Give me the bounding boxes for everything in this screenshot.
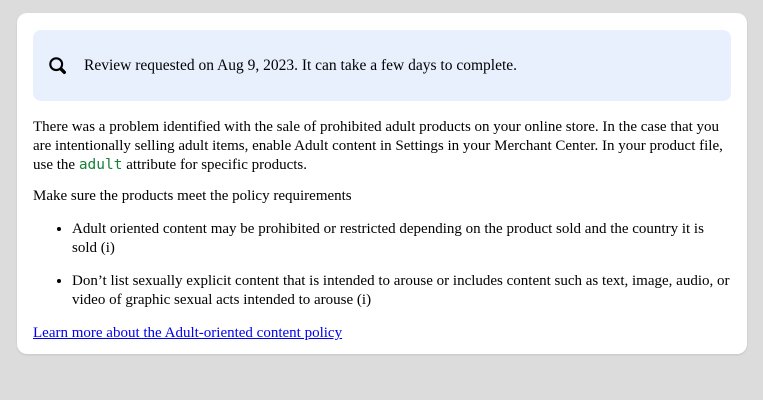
review-status-banner (33, 30, 731, 101)
issue-description (33, 118, 731, 175)
policy-alert-card (17, 13, 747, 354)
policy-requirements-heading: Make sure the products meet the policy requirements (33, 188, 352, 204)
issue-description-text: There was a problem identified with the sale of prohibited adult products on your online store. In the case that you are intentionally selling adult items, enable Adult content in Settings in your Merchant Center. In your product file, use the (33, 119, 723, 173)
policy-requirement-item: • Don’t list sexually explicit content that is intended to arouse or includes content such as text, image, audio, or video of graphic sexual acts intended to arouse (i) (72, 272, 731, 309)
policy-requirement-item: • Adult oriented content may be prohibited or restricted depending on the product sold and the country it is sold (i) (72, 220, 731, 257)
policy-requirements-list (33, 220, 731, 309)
adult-attribute-code: adult (78, 157, 123, 173)
learn-more-link[interactable]: Learn more about the Adult-oriented content policy (33, 325, 343, 341)
review-status-text: Review requested on Aug 9, 2023. It can take a few days to complete. (84, 57, 518, 74)
issue-description-continuation: attribute for specific products. (122, 157, 308, 173)
learn-more-row (33, 324, 731, 343)
search-icon (47, 55, 69, 77)
